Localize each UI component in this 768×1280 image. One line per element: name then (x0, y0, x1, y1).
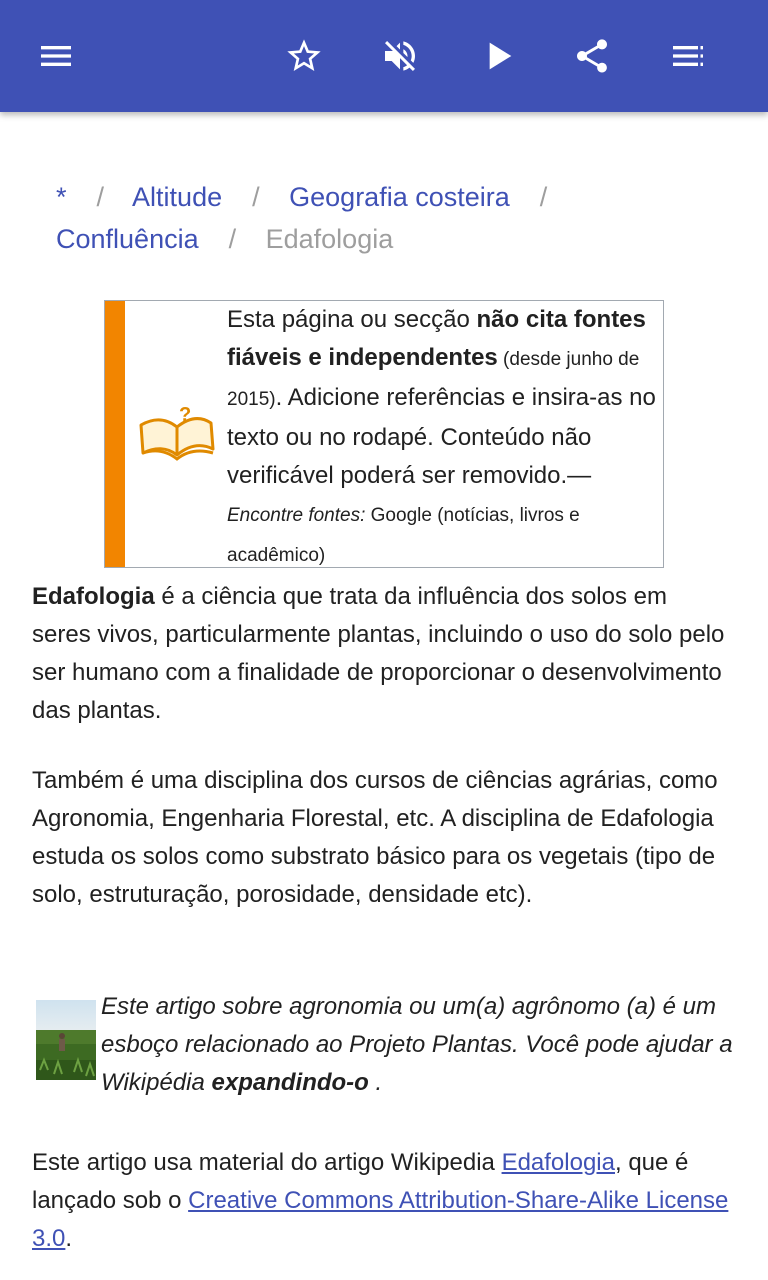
license-text: , que é lançado sob o (32, 1149, 689, 1214)
notice-text-part: . Adicione referências e insira-as no texto ou no rodapé. Conteúdo não verificável poderá ser removido.— (227, 384, 656, 489)
article-text: é a ciência que trata da influência dos solos em seres vivos, particularmente plantas, incluindo o uso do solo pelo ser humano com a finalidade de proporcionar o desenvolvimento das plantas. (32, 583, 725, 724)
share-icon (572, 36, 612, 76)
book-question-icon (137, 399, 217, 465)
stub-image (36, 1000, 96, 1080)
breadcrumb-item-confluencia[interactable]: Confluência (56, 224, 199, 254)
breadcrumb-item-root[interactable]: * (56, 182, 67, 212)
breadcrumb-item-altitude[interactable]: Altitude (132, 182, 223, 212)
app-bar (0, 0, 768, 112)
breadcrumb (56, 176, 736, 260)
notice-text-part: Esta página ou secção (227, 306, 477, 333)
unsourced-notice-box (104, 300, 664, 568)
play-button[interactable] (470, 28, 526, 84)
license-article-link[interactable]: Edafologia (501, 1149, 615, 1176)
article-term: Edafologia (32, 583, 155, 610)
star-icon (284, 36, 324, 76)
list-icon (668, 36, 708, 76)
menu-button[interactable] (28, 28, 84, 84)
volume-off-icon (380, 36, 420, 76)
stub-text-end: . (368, 1069, 383, 1096)
stub-text: Este artigo sobre agronomia ou um(a) agrônomo (a) é um esboço relacionado ao Projeto Plantas. Você pode ajudar a Wikipédia (101, 993, 733, 1096)
breadcrumb-current: Edafologia (265, 224, 394, 254)
mute-button[interactable] (372, 28, 428, 84)
breadcrumb-separator: / (252, 182, 260, 212)
notice-source-links[interactable]: Google (notícias, livros e acadêmico) (227, 505, 580, 566)
license-text: Este artigo usa material do artigo Wikipedia (32, 1149, 502, 1176)
contents-button[interactable] (660, 28, 716, 84)
share-button[interactable] (564, 28, 620, 84)
license-text-end: . (65, 1225, 73, 1252)
notice-text (227, 301, 659, 575)
play-icon (478, 36, 518, 76)
menu-icon (36, 36, 76, 76)
notice-bold-text: não cita fontes fiáveis e independentes (227, 306, 646, 371)
article-paragraph-1 (32, 578, 732, 730)
license-paragraph (32, 1144, 732, 1258)
breadcrumb-separator: / (228, 224, 237, 254)
notice-stripe (105, 301, 125, 567)
svg-text:?: ? (179, 404, 192, 426)
breadcrumb-separator: / (96, 182, 105, 212)
notice-find-sources-label: Encontre fontes: (227, 505, 366, 526)
breadcrumb-item-geografia-costeira[interactable]: Geografia costeira (289, 182, 510, 212)
article-paragraph-2: Também é uma disciplina dos cursos de ciências agrárias, como Agronomia, Engenharia Florestal, etc. A disciplina de Edafologia estuda os solos como substrato básico para os vegetais (tipo de solo, estruturação, porosidade, densidade etc). (32, 767, 718, 908)
stub-expand-link[interactable]: expandindo-o (211, 1069, 369, 1096)
favorite-button[interactable] (276, 28, 332, 84)
breadcrumb-separator: / (539, 182, 548, 212)
notice-date: (desde junho de 2015) (227, 349, 640, 410)
stub-notice-text (101, 988, 741, 1102)
license-cc-link[interactable]: Creative Commons Attribution-Share-Alike License 3.0 (32, 1187, 729, 1252)
